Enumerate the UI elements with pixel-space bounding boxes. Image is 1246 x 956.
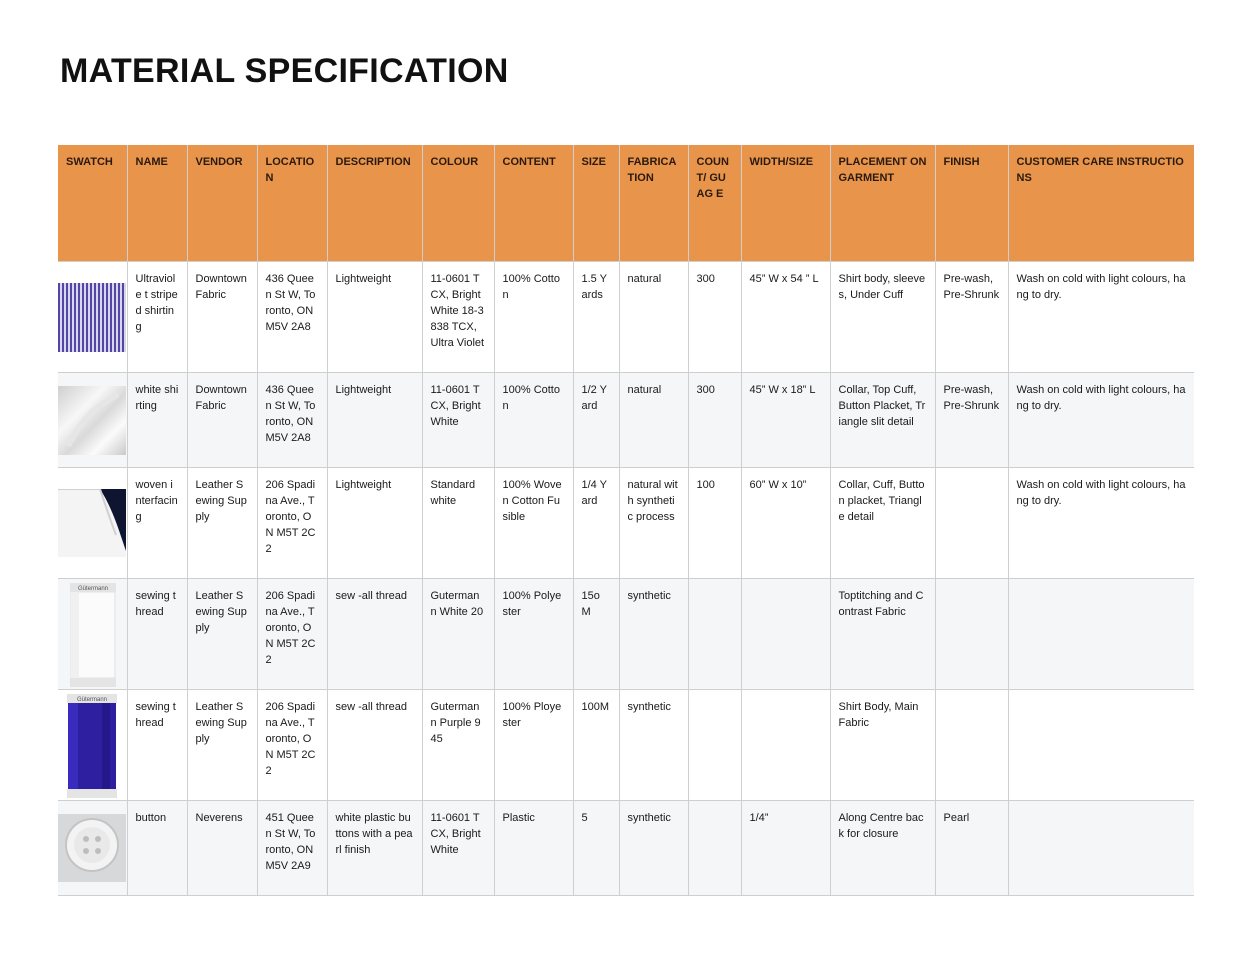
cell-fabrication: synthetic (619, 800, 688, 895)
cell-content: 100% Woven Cotton Fusible (494, 467, 573, 578)
cell-placement: Collar, Cuff, Button placket, Triangle detail (830, 467, 935, 578)
cell-count (688, 800, 741, 895)
cell-description: sew -all thread (327, 578, 422, 689)
cell-colour: Gutermann White 20 (422, 578, 494, 689)
cell-colour: 11-0601 TCX, Bright White (422, 372, 494, 467)
cell-description: Lightweight (327, 467, 422, 578)
table-row (58, 689, 1194, 800)
header-content: CONTENT (494, 145, 573, 261)
cell-content: 100% Polyester (494, 578, 573, 689)
cell-width: 60” W x 10” (741, 467, 830, 578)
cell-content: 100% Cotton (494, 372, 573, 467)
table-row (58, 800, 1194, 895)
cell-size: 15o M (573, 578, 619, 689)
cell-fabrication: synthetic (619, 689, 688, 800)
cell-finish: Pre-wash, Pre-Shrunk (935, 261, 1008, 372)
cell-finish (935, 689, 1008, 800)
cell-description: Lightweight (327, 372, 422, 467)
cell-vendor: Leather Sewing Supply (187, 578, 257, 689)
header-width-size: WIDTH/SIZE (741, 145, 830, 261)
interfacing-swatch (58, 489, 126, 557)
cell-description: white plastic buttons with a pearl finish (327, 800, 422, 895)
cell-width: 45” W x 54 ” L (741, 261, 830, 372)
cell-width: 1/4” (741, 800, 830, 895)
header-description: DESCRIPTION (327, 145, 422, 261)
spool-brand-label: Gütermann (76, 696, 108, 703)
cell-location: 206 Spadina Ave., Toronto, ON M5T 2C2 (257, 467, 327, 578)
cell-finish: Pearl (935, 800, 1008, 895)
cell-fabrication: natural with synthetic process (619, 467, 688, 578)
table-row (58, 261, 1194, 372)
header-location: LOCATIO N (257, 145, 327, 261)
cell-description: Lightweight (327, 261, 422, 372)
cell-content: Plastic (494, 800, 573, 895)
cell-name: Ultraviole t striped shirting (127, 261, 187, 372)
header-care: CUSTOMER CARE INSTRUCTIONS (1008, 145, 1194, 261)
cell-care: Wash on cold with light colours, hang to dry. (1008, 261, 1194, 372)
cell-care (1008, 800, 1194, 895)
cell-location: 451 Queen St W, Toronto, ON M5V 2A9 (257, 800, 327, 895)
cell-name: button (127, 800, 187, 895)
cell-location: 206 Spadina Ave., Toronto, ON M5T 2C2 (257, 689, 327, 800)
cell-count: 300 (688, 261, 741, 372)
spool-brand-label: Gütermann (77, 585, 109, 592)
material-spec-table (58, 145, 1194, 896)
cell-location: 206 Spadina Ave., Toronto, ON M5T 2C2 (257, 578, 327, 689)
cell-vendor: Downtown Fabric (187, 372, 257, 467)
cell-width (741, 689, 830, 800)
cell-care: Wash on cold with light colours, hang to dry. (1008, 372, 1194, 467)
cell-fabrication: synthetic (619, 578, 688, 689)
cell-vendor: Downtown Fabric (187, 261, 257, 372)
cell-care: Wash on cold with light colours, hang to dry. (1008, 467, 1194, 578)
cell-name: woven interfacin g (127, 467, 187, 578)
cell-name: sewing thread (127, 689, 187, 800)
cell-placement: Toptitching and Contrast Fabric (830, 578, 935, 689)
cell-count: 300 (688, 372, 741, 467)
swatch-cell (58, 372, 127, 467)
table-row (58, 467, 1194, 578)
header-finish: FINISH (935, 145, 1008, 261)
cell-placement: Along Centre back for closure (830, 800, 935, 895)
cell-colour: Standard white (422, 467, 494, 578)
swatch-cell (58, 800, 127, 895)
table-row (58, 578, 1194, 689)
cell-colour: 11-0601 TCX, Bright White (422, 800, 494, 895)
cell-name: sewing thread (127, 578, 187, 689)
cell-colour: 11-0601 TCX, Bright White 18-3838 TCX, Ultra Violet (422, 261, 494, 372)
white-fabric-swatch (58, 386, 126, 455)
cell-content: 100% Cotton (494, 261, 573, 372)
header-fabrication: FABRICA TION (619, 145, 688, 261)
cell-location: 436 Queen St W, Toronto, ON M5V 2A8 (257, 372, 327, 467)
cell-size: 1/4 Yard (573, 467, 619, 578)
cell-count (688, 578, 741, 689)
cell-placement: Shirt body, sleeves, Under Cuff (830, 261, 935, 372)
cell-vendor: Neverens (187, 800, 257, 895)
cell-size: 5 (573, 800, 619, 895)
cell-size: 1/2 Yard (573, 372, 619, 467)
swatch-cell (58, 689, 127, 800)
cell-placement: Collar, Top Cuff, Button Placket, Triangle slit detail (830, 372, 935, 467)
header-placement: PLACEMENT ON GARMENT (830, 145, 935, 261)
cell-size: 1.5 Yards (573, 261, 619, 372)
cell-name: white shirting (127, 372, 187, 467)
cell-placement: Shirt Body, Main Fabric (830, 689, 935, 800)
cell-fabrication: natural (619, 372, 688, 467)
cell-count (688, 689, 741, 800)
cell-width: 45” W x 18” L (741, 372, 830, 467)
cell-fabrication: natural (619, 261, 688, 372)
cell-width (741, 578, 830, 689)
page-title: MATERIAL SPECIFICATION (60, 52, 509, 90)
header-count-guage: COUN T/ GUAG E (688, 145, 741, 261)
cell-finish (935, 467, 1008, 578)
cell-size: 100M (573, 689, 619, 800)
header-name: NAME (127, 145, 187, 261)
header-vendor: VENDOR (187, 145, 257, 261)
cell-content: 100% Ployester (494, 689, 573, 800)
purple-thread-spool-swatch (66, 694, 118, 798)
cell-count: 100 (688, 467, 741, 578)
cell-colour: Gutermann Purple 945 (422, 689, 494, 800)
cell-finish (935, 578, 1008, 689)
white-thread-spool-swatch (68, 583, 118, 687)
cell-vendor: Leather Sewing Supply (187, 467, 257, 578)
violet-striped-fabric-swatch (58, 283, 126, 352)
button-swatch (58, 814, 126, 882)
cell-care (1008, 578, 1194, 689)
cell-location: 436 Queen St W, Toronto, ON M5V 2A8 (257, 261, 327, 372)
header-swatch: SWATCH (58, 145, 127, 261)
cell-care (1008, 689, 1194, 800)
cell-description: sew -all thread (327, 689, 422, 800)
header-row (58, 145, 1194, 261)
header-colour: COLOUR (422, 145, 494, 261)
table-row (58, 372, 1194, 467)
swatch-cell (58, 467, 127, 578)
header-size: SIZE (573, 145, 619, 261)
cell-finish: Pre-wash, Pre-Shrunk (935, 372, 1008, 467)
swatch-cell (58, 578, 127, 689)
swatch-cell (58, 261, 127, 372)
cell-vendor: Leather Sewing Supply (187, 689, 257, 800)
